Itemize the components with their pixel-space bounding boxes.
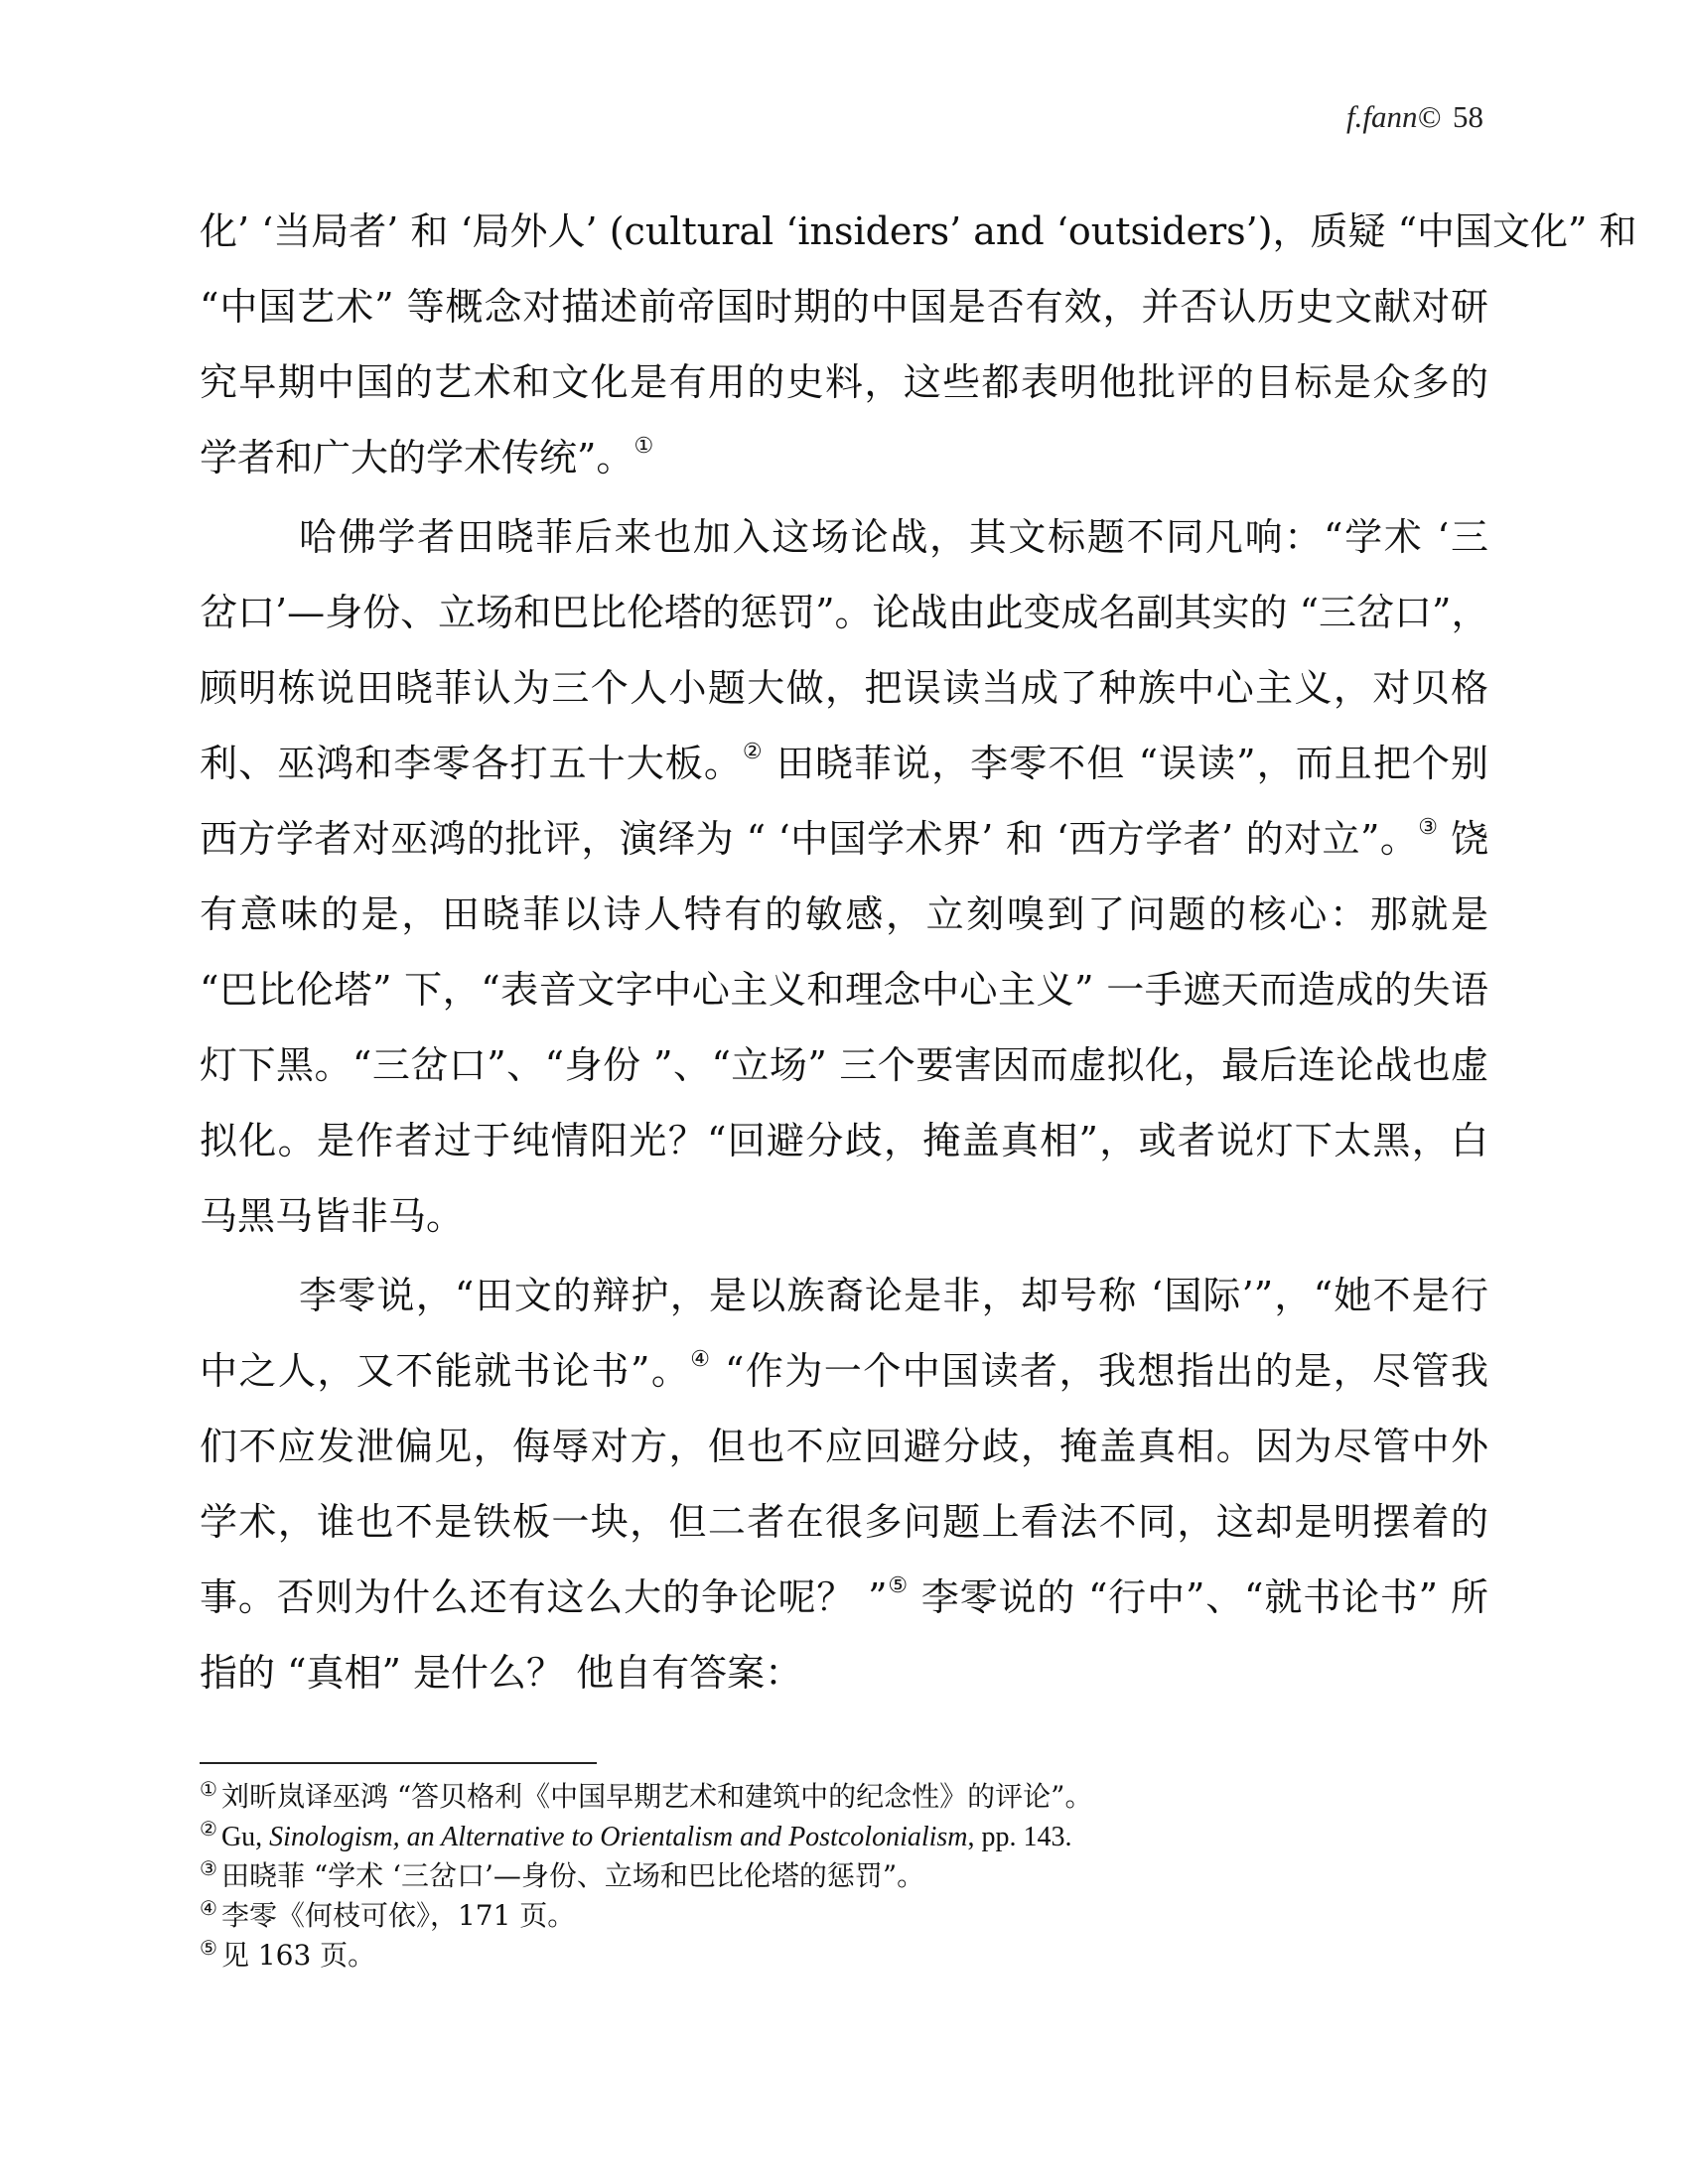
footnote-ref-5[interactable]: ⑤ <box>887 1573 909 1599</box>
text-line: “中国艺术” 等概念对描述前帝国时期的中国是否有效，并否认历史文献对研 <box>200 285 1488 329</box>
text-line: 学者和广大的学术传统”。① <box>200 434 654 479</box>
text-line: 有意味的是，田晓菲以诗人特有的敏感，立刻嗅到了问题的核心：那就是 <box>200 892 1488 936</box>
footnote-divider <box>200 1762 597 1764</box>
main-text <box>200 194 1637 1710</box>
text-line: 岔口’—身份、立场和巴比伦塔的惩罚”。论战由此变成名副其实的 “三岔口”， <box>200 591 1489 634</box>
footnote-ref-3[interactable]: ③ <box>1418 815 1439 841</box>
footnote-marker: ⑤ <box>200 1935 217 1960</box>
text-line: “巴比伦塔” 下，“表音文字中心主义和理念中心主义” 一手遮天而造成的失语 <box>200 968 1488 1012</box>
text-line: 西方学者对巫鸿的批评，演绎为 “ ‘中国学术界’ 和 ‘西方学者’ 的对立”。③ 饶 <box>200 815 1488 861</box>
footnote-marker: ③ <box>200 1855 217 1880</box>
text-line: 事。否则为什么还有这么大的争论呢？ ”⑤ 李零说的 “行中”、“就书论书” 所 <box>200 1573 1488 1619</box>
footnote-text: 见 163 页。 <box>220 1939 376 1972</box>
header-author: f.fann© <box>1345 99 1441 134</box>
text-line: 马黑马皆非马。 <box>200 1194 465 1238</box>
footnote-ref-2[interactable]: ② <box>742 740 764 765</box>
text-line: 指的 “真相” 是什么？ 他自有答案： <box>200 1651 803 1695</box>
footnote-2 <box>200 1817 1488 1856</box>
footnote-1 <box>200 1777 1488 1817</box>
text-line: 中之人，又不能就书论书”。④ “作为一个中国读者，我想指出的是，尽管我 <box>200 1347 1488 1393</box>
text-line: 化’ ‘当局者’ 和 ‘局外人’ (cultural ‘insiders’ and ‘outsiders’)，质疑 “中国文化” 和 <box>200 209 1637 253</box>
footnote-marker: ② <box>200 1816 217 1841</box>
text-line: 利、巫鸿和李零各打五十大板。② 田晓菲说，李零不但 “误读”，而且把个别 <box>200 740 1488 785</box>
footnote-text: 刘昕岚译巫鸿 “答贝格利《中国早期艺术和建筑中的纪念性》的评论”。 <box>220 1780 1093 1813</box>
running-header <box>1346 99 1483 135</box>
footnote-book-title: Sinologism, an Alternative to Orientalism and Postcolonialism <box>269 1822 968 1852</box>
text-line: 们不应发泄偏见，侮辱对方，但也不应回避分歧，掩盖真相。因为尽管中外 <box>200 1425 1488 1468</box>
footnote-text: 李零《何枝可依》，171 页。 <box>220 1899 576 1932</box>
footnote-marker: ④ <box>200 1895 217 1920</box>
footnote-4 <box>200 1896 1488 1936</box>
footnote-ref-4[interactable]: ④ <box>690 1347 712 1373</box>
text-line: 顾明栋说田晓菲认为三个人小题大做，把误读当成了种族中心主义，对贝格 <box>200 666 1488 710</box>
footnote-text: 田晓菲 “学术 ‘三岔口’—身份、立场和巴比伦塔的惩罚”。 <box>220 1859 925 1892</box>
footnotes <box>200 1777 1488 1976</box>
text-line: 灯下黑。“三岔口”、“身份 ”、“立场” 三个要害因而虚拟化，最后连论战也虚 <box>200 1043 1488 1087</box>
text-line: 拟化。是作者过于纯情阳光？“回避分歧，掩盖真相”，或者说灯下太黑，白 <box>200 1119 1488 1162</box>
footnote-5 <box>200 1936 1488 1976</box>
footnote-author: Gu, <box>220 1822 270 1852</box>
text-line: 哈佛学者田晓菲后来也加入这场论战，其文标题不同凡响：“学术 ‘三 <box>299 515 1488 559</box>
page-number: 58 <box>1453 99 1483 134</box>
footnote-3 <box>200 1856 1488 1896</box>
text-line: 李零说，“田文的辩护，是以族裔论是非，却号称 ‘国际’”，“她不是行 <box>299 1274 1488 1317</box>
text-line: 学术，谁也不是铁板一块，但二者在很多问题上看法不同，这却是明摆着的 <box>200 1500 1488 1544</box>
footnote-marker: ① <box>200 1776 217 1801</box>
footnote-ref-1[interactable]: ① <box>633 434 654 460</box>
footnote-pages: , pp. 143. <box>967 1822 1072 1852</box>
text-line: 究早期中国的艺术和文化是有用的史料，这些都表明他批评的目标是众多的 <box>200 360 1488 404</box>
